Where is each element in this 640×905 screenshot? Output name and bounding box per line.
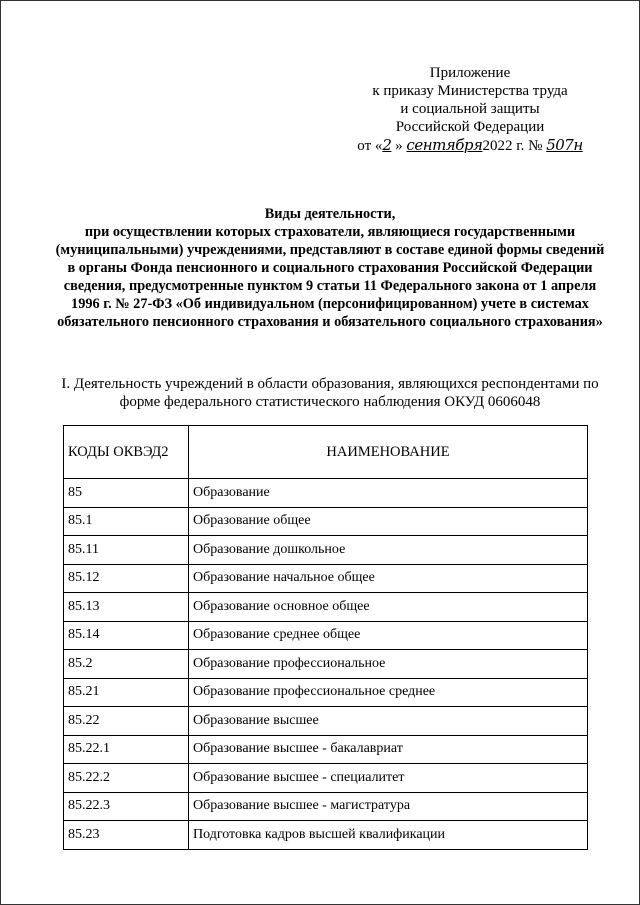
title-heading: Виды деятельности, [264,206,396,222]
table-row [64,564,588,593]
table-row [64,792,588,821]
table-row [64,764,588,793]
cell-name: Образование основное общее [189,593,588,622]
title-body: при осуществлении которых страхователи, являющиеся государственными (муниципальными) учреждениями, представляют в составе единой формы сведений в органы Фонда пенсионного и социального страхования Российской Федерации сведения, предусмотренные пунктом 9 статьи 11 Федерального закона от 1 апреля 1996 г. № 27-ФЗ «Об индивидуальном (персонифицированном) учете в системах обязательного пенсионного страхования и обязательного социального страхования» [55,224,605,330]
section-heading: I. Деятельность учреждений в области образования, являющихся респондентами по форме федерального статистического наблюдения ОКУД 0606048 [61,376,599,410]
handwritten-number: 507н [546,136,583,154]
cell-name: Образование высшее - бакалавриат [189,735,588,764]
table-row [64,650,588,679]
table-row [64,707,588,736]
header-codes: КОДЫ ОКВЭД2 [64,426,189,479]
table-row [64,678,588,707]
approval-line: Приложение [429,65,511,81]
handwritten-month: сентября [406,136,483,154]
approval-date [330,136,610,155]
cell-code: 85.11 [64,536,189,565]
approval-line: к приказу Министерства труда [372,83,568,99]
cell-name: Образование общее [189,507,588,536]
cell-code: 85.22.2 [64,764,189,793]
cell-code: 85.2 [64,650,189,679]
cell-code: 85.1 [64,507,189,536]
table-row [64,621,588,650]
table-row [64,536,588,565]
table-row [64,479,588,508]
cell-code: 85.13 [64,593,189,622]
cell-name: Подготовка кадров высшей квалификации [189,821,588,850]
table-row [64,821,588,850]
cell-name: Образование среднее общее [189,621,588,650]
cell-name: Образование профессиональное [189,650,588,679]
cell-name: Образование высшее - магистратура [189,792,588,821]
cell-code: 85.22 [64,707,189,736]
cell-code: 85.14 [64,621,189,650]
cell-code: 85 [64,479,189,508]
handwritten-day: 2 [382,136,392,154]
cell-code: 85.22.3 [64,792,189,821]
table-header-row [64,426,588,479]
cell-name: Образование [189,479,588,508]
date-year: 2022 г. № [482,138,543,154]
date-mid: » [395,138,403,154]
cell-name: Образование дошкольное [189,536,588,565]
cell-name: Образование профессиональное среднее [189,678,588,707]
table-row [64,593,588,622]
cell-code: 85.22.1 [64,735,189,764]
cell-name: Образование высшее - специалитет [189,764,588,793]
cell-name: Образование высшее [189,707,588,736]
approval-line: и социальной защиты [400,101,540,117]
cell-name: Образование начальное общее [189,564,588,593]
approval-line: Российской Федерации [395,119,545,135]
approval-block [330,64,610,155]
table-row [64,507,588,536]
cell-code: 85.23 [64,821,189,850]
okved-table [63,425,588,850]
document-title [55,205,605,331]
cell-code: 85.12 [64,564,189,593]
table-row [64,735,588,764]
date-prefix: от « [357,138,383,154]
header-name: НАИМЕНОВАНИЕ [189,426,588,479]
cell-code: 85.21 [64,678,189,707]
